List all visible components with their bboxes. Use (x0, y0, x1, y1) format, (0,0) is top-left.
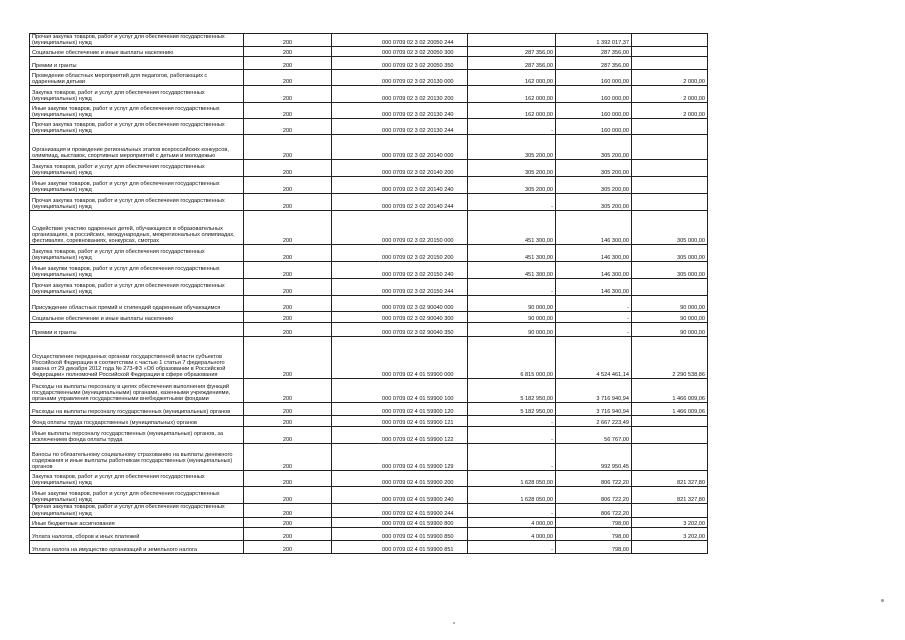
cell-line: 200 (244, 379, 332, 403)
cell-unexecuted: 3 202,00 (632, 527, 708, 540)
cell-executed: 287 356,00 (556, 47, 632, 57)
cell-name: Закупка товаров, работ и услуг для обеспечения государственных (муниципальных) нужд (30, 471, 244, 487)
table-row (30, 403, 708, 416)
cell-name: Иные закупки товаров, работ и услуг для обеспечения государственных (муниципальных) нужд (30, 262, 244, 279)
table-row (30, 160, 708, 177)
cell-code: 000 0709 02 4 01 59900 850 (332, 527, 468, 540)
cell-executed: 305 200,00 (556, 135, 632, 160)
cell-approved: 287 356,00 (468, 57, 556, 70)
cell-name: Иные закупки товаров, работ и услуг для обеспечения государственных (муниципальных) нужд (30, 177, 244, 194)
table-row (30, 194, 708, 211)
cell-unexecuted: 90 000,00 (632, 312, 708, 323)
table-row (30, 34, 708, 47)
cell-code: 000 0709 02 4 01 59900 121 (332, 416, 468, 427)
cell-unexecuted: 2 000,00 (632, 70, 708, 86)
cell-executed: 806 722,20 (556, 504, 632, 517)
cell-approved: 5 182 950,00 (468, 379, 556, 403)
cell-executed: 160 000,00 (556, 86, 632, 103)
table-row (30, 323, 708, 337)
cell-executed: 160 000,00 (556, 119, 632, 135)
cell-unexecuted (632, 177, 708, 194)
cell-unexecuted: 821 327,80 (632, 471, 708, 487)
cell-name: Социальное обеспечение и иные выплаты населению (30, 312, 244, 323)
cell-name: Иные закупки товаров, работ и услуг для обеспечения государственных (муниципальных) нужд (30, 103, 244, 119)
cell-unexecuted: 3 202,00 (632, 517, 708, 527)
cell-approved: 451 300,00 (468, 245, 556, 262)
cell-line: 200 (244, 135, 332, 160)
cell-code: 000 0709 02 4 01 59900 129 (332, 444, 468, 471)
table-row (30, 487, 708, 504)
cell-approved: - (468, 540, 556, 553)
cell-executed: 56 767,00 (556, 427, 632, 444)
cell-code: 000 0709 02 3 02 90040 000 (332, 296, 468, 312)
cell-approved: - (468, 119, 556, 135)
cell-unexecuted (632, 160, 708, 177)
cell-executed: - (556, 296, 632, 312)
cell-code: 000 0709 02 3 02 20050 350 (332, 57, 468, 70)
cell-line: 200 (244, 517, 332, 527)
cell-code: 000 0709 02 3 02 20130 240 (332, 103, 468, 119)
cell-unexecuted: 90 000,00 (632, 296, 708, 312)
cell-name: Социальное обеспечение и иные выплаты населению (30, 47, 244, 57)
cell-unexecuted: 305 000,00 (632, 211, 708, 245)
cell-unexecuted: 1 466 009,06 (632, 379, 708, 403)
cell-code: 000 0709 02 3 02 90040 300 (332, 312, 468, 323)
cell-executed: 305 200,00 (556, 194, 632, 211)
cell-line: 200 (244, 487, 332, 504)
cell-executed: 160 000,00 (556, 70, 632, 86)
cell-unexecuted: 90 000,00 (632, 323, 708, 337)
cell-line: 200 (244, 262, 332, 279)
cell-unexecuted: 305 000,00 (632, 245, 708, 262)
cell-unexecuted (632, 194, 708, 211)
cell-code: 000 0709 02 4 01 59900 000 (332, 337, 468, 379)
cell-approved: 162 000,00 (468, 70, 556, 86)
cell-approved: 6 815 000,00 (468, 337, 556, 379)
table-row (30, 527, 708, 540)
cell-line: 200 (244, 540, 332, 553)
cell-line: 200 (244, 323, 332, 337)
cell-name: Иные выплаты персоналу государственных (муниципальных) органов, за исключением фонда оплаты труда (30, 427, 244, 444)
cell-line: 200 (244, 34, 332, 47)
cell-unexecuted (632, 427, 708, 444)
cell-line: 200 (244, 194, 332, 211)
cell-name: Иные бюджетные ассигнования (30, 517, 244, 527)
cell-line: 200 (244, 86, 332, 103)
cell-executed: 146 300,00 (556, 211, 632, 245)
cell-executed: 798,00 (556, 540, 632, 553)
table-row (30, 245, 708, 262)
cell-code: 000 0709 02 3 02 20050 244 (332, 34, 468, 47)
cell-executed: 992 950,45 (556, 444, 632, 471)
cell-line: 200 (244, 70, 332, 86)
cell-code: 000 0709 02 3 02 20140 200 (332, 160, 468, 177)
cell-name: Закупка товаров, работ и услуг для обеспечения государственных (муниципальных) нужд (30, 160, 244, 177)
cell-line: 200 (244, 47, 332, 57)
cell-unexecuted (632, 504, 708, 517)
cell-unexecuted (632, 47, 708, 57)
table-row (30, 211, 708, 245)
cell-line: 200 (244, 245, 332, 262)
table-row (30, 103, 708, 119)
cell-name: Прочая закупка товаров, работ и услуг для обеспечения государственных (муниципальных) нужд (30, 119, 244, 135)
cell-approved: 90 000,00 (468, 323, 556, 337)
cell-unexecuted: 2 000,00 (632, 86, 708, 103)
cell-name: Взносы по обязательному социальному страхованию на выплаты денежного содержания и иные выплаты работникам государственных (муниципальных) органов (30, 444, 244, 471)
cell-approved: 451 300,00 (468, 211, 556, 245)
cell-unexecuted: 2 000,00 (632, 103, 708, 119)
cell-unexecuted (632, 444, 708, 471)
cell-line: 200 (244, 337, 332, 379)
cell-code: 000 0709 02 3 02 20150 240 (332, 262, 468, 279)
cell-approved: 1 628 050,00 (468, 487, 556, 504)
cell-executed: - (556, 312, 632, 323)
cell-executed: 806 722,20 (556, 471, 632, 487)
cell-line: 200 (244, 427, 332, 444)
cell-approved: 4 000,00 (468, 527, 556, 540)
table-row (30, 70, 708, 86)
cell-executed: 305 200,00 (556, 177, 632, 194)
cell-name: Прочая закупка товаров, работ и услуг для обеспечения государственных (муниципальных) нужд (30, 279, 244, 296)
cell-executed: 146 300,00 (556, 245, 632, 262)
cell-executed: 1 392 017,37 (556, 34, 632, 47)
cell-name: Фонд оплаты труда государственных (муниципальных) органов (30, 416, 244, 427)
cell-approved: - (468, 427, 556, 444)
cell-line: 200 (244, 103, 332, 119)
table-row (30, 471, 708, 487)
cell-approved: 305 200,00 (468, 160, 556, 177)
cell-code: 000 0709 02 3 02 20050 300 (332, 47, 468, 57)
cell-unexecuted (632, 119, 708, 135)
table-row (30, 444, 708, 471)
table-row (30, 177, 708, 194)
table-row (30, 379, 708, 403)
cell-executed: 160 000,00 (556, 103, 632, 119)
table-row (30, 279, 708, 296)
cell-executed: 2 667 223,49 (556, 416, 632, 427)
cell-unexecuted: 305 000,00 (632, 262, 708, 279)
cell-code: 000 0709 02 3 02 20140 240 (332, 177, 468, 194)
cell-code: 000 0709 02 4 01 59900 200 (332, 471, 468, 487)
cell-executed: 3 716 940,94 (556, 379, 632, 403)
cell-code: 000 0709 02 3 02 20140 244 (332, 194, 468, 211)
scan-mark (881, 599, 884, 602)
cell-approved: 287 356,00 (468, 47, 556, 57)
cell-line: 200 (244, 279, 332, 296)
cell-executed: 146 300,00 (556, 279, 632, 296)
cell-unexecuted (632, 279, 708, 296)
cell-approved: 90 000,00 (468, 312, 556, 323)
cell-approved: - (468, 504, 556, 517)
cell-executed: 798,00 (556, 517, 632, 527)
budget-execution-table (29, 33, 708, 554)
cell-name: Прочая закупка товаров, работ и услуг для обеспечения государственных (муниципальных) нужд (30, 194, 244, 211)
cell-unexecuted (632, 416, 708, 427)
table-row (30, 427, 708, 444)
cell-approved: - (468, 279, 556, 296)
cell-unexecuted: 821 327,80 (632, 487, 708, 504)
cell-approved: 305 200,00 (468, 135, 556, 160)
cell-line: 200 (244, 211, 332, 245)
cell-code: 000 0709 02 3 02 20140 000 (332, 135, 468, 160)
cell-name: Осуществление переданных органам государственной власти субъектов Российской Федерации в соответствии с частью 1 статьи 7 федерального закона от 29 декабря 2012 года № 273-ФЗ «Об образовании в Российской Федерации» полномочий Российской Федерации в сфере образования (30, 337, 244, 379)
cell-unexecuted (632, 135, 708, 160)
cell-approved: 1 628 050,00 (468, 471, 556, 487)
cell-name: Присуждение областных премий и стипендий одаренным обучающимся (30, 296, 244, 312)
cell-approved: - (468, 194, 556, 211)
cell-approved: 305 200,00 (468, 177, 556, 194)
cell-executed: 305 200,00 (556, 160, 632, 177)
cell-line: 200 (244, 403, 332, 416)
cell-name: Расходы на выплаты персоналу в целях обеспечения выполнения функций государственными (муниципальными) органами, казенными учреждениями, органами управления государственными внебюджетными фондами (30, 379, 244, 403)
cell-unexecuted (632, 540, 708, 553)
cell-name: Расходы на выплаты персоналу государственных (муниципальных) органов (30, 403, 244, 416)
cell-line: 200 (244, 312, 332, 323)
cell-code: 000 0709 02 4 01 59900 122 (332, 427, 468, 444)
cell-line: 200 (244, 57, 332, 70)
cell-approved: 5 182 950,00 (468, 403, 556, 416)
cell-approved: 162 000,00 (468, 86, 556, 103)
cell-code: 000 0709 02 4 01 59900 100 (332, 379, 468, 403)
cell-name: Прочая закупка товаров, работ и услуг для обеспечения государственных (муниципальных) нужд (30, 34, 244, 47)
cell-approved (468, 34, 556, 47)
cell-name: Премии и гранты (30, 57, 244, 70)
cell-code: 000 0709 02 4 01 59900 120 (332, 403, 468, 416)
cell-approved: 4 000,00 (468, 517, 556, 527)
cell-name: Содействие участию одаренных детей, обучающихся в образовательных организациях, в российских, международных, межрегиональных олимпиадах, фестивалях, соревнованиях, конкурсах, смотрах (30, 211, 244, 245)
cell-line: 200 (244, 416, 332, 427)
cell-name: Иные закупки товаров, работ и услуг для обеспечения государственных (муниципальных) нужд (30, 487, 244, 504)
cell-executed: - (556, 323, 632, 337)
cell-executed: 287 356,00 (556, 57, 632, 70)
cell-code: 000 0709 02 3 02 20130 000 (332, 70, 468, 86)
cell-unexecuted: 2 290 538,86 (632, 337, 708, 379)
cell-code: 000 0709 02 3 02 90040 350 (332, 323, 468, 337)
cell-name: Организация и проведение региональных этапов всероссийских конкурсов, олимпиад, выставок, спортивных мероприятий с детьми и молодежью (30, 135, 244, 160)
cell-line: 200 (244, 119, 332, 135)
cell-code: 000 0709 02 4 01 59900 240 (332, 487, 468, 504)
cell-approved: 451 300,00 (468, 262, 556, 279)
cell-approved: 162 000,00 (468, 103, 556, 119)
table-row (30, 504, 708, 517)
table-row (30, 312, 708, 323)
cell-unexecuted (632, 34, 708, 47)
cell-code: 000 0709 02 4 01 59900 851 (332, 540, 468, 553)
table-row (30, 86, 708, 103)
cell-unexecuted: 1 466 009,06 (632, 403, 708, 416)
cell-code: 000 0709 02 3 02 20150 244 (332, 279, 468, 296)
table-row (30, 540, 708, 553)
cell-unexecuted (632, 57, 708, 70)
table-row (30, 517, 708, 527)
table-row (30, 57, 708, 70)
cell-name: Проведение областных мероприятий для педагогов, работающих с одаренными детьми (30, 70, 244, 86)
cell-code: 000 0709 02 3 02 20130 244 (332, 119, 468, 135)
table-row (30, 119, 708, 135)
cell-name: Закупка товаров, работ и услуг для обеспечения государственных (муниципальных) нужд (30, 245, 244, 262)
scan-mark (453, 622, 455, 624)
table-row (30, 47, 708, 57)
cell-executed: 806 722,20 (556, 487, 632, 504)
cell-code: 000 0709 02 4 01 59900 800 (332, 517, 468, 527)
table-row (30, 262, 708, 279)
cell-code: 000 0709 02 4 01 59900 244 (332, 504, 468, 517)
cell-line: 200 (244, 296, 332, 312)
cell-code: 000 0709 02 3 02 20150 000 (332, 211, 468, 245)
cell-approved: - (468, 444, 556, 471)
table-row (30, 296, 708, 312)
cell-name: Премии и гранты (30, 323, 244, 337)
table-row (30, 337, 708, 379)
cell-executed: 3 716 940,94 (556, 403, 632, 416)
cell-approved: - (468, 416, 556, 427)
cell-executed: 146 300,00 (556, 262, 632, 279)
table-row (30, 135, 708, 160)
cell-name: Прочая закупка товаров, работ и услуг для обеспечения государственных (муниципальных) нужд (30, 504, 244, 517)
cell-line: 200 (244, 160, 332, 177)
cell-executed: 4 524 461,14 (556, 337, 632, 379)
table-body (30, 34, 708, 554)
cell-name: Закупка товаров, работ и услуг для обеспечения государственных (муниципальных) нужд (30, 86, 244, 103)
cell-name: Уплата налога на имущество организаций и земельного налога (30, 540, 244, 553)
cell-approved: 90 000,00 (468, 296, 556, 312)
cell-name: Уплата налогов, сборов и иных платежей (30, 527, 244, 540)
cell-code: 000 0709 02 3 02 20150 200 (332, 245, 468, 262)
cell-line: 200 (244, 527, 332, 540)
cell-line: 200 (244, 504, 332, 517)
cell-line: 200 (244, 471, 332, 487)
cell-line: 200 (244, 444, 332, 471)
table-row (30, 416, 708, 427)
cell-line: 200 (244, 177, 332, 194)
cell-executed: 798,00 (556, 527, 632, 540)
cell-code: 000 0709 02 3 02 20130 200 (332, 86, 468, 103)
